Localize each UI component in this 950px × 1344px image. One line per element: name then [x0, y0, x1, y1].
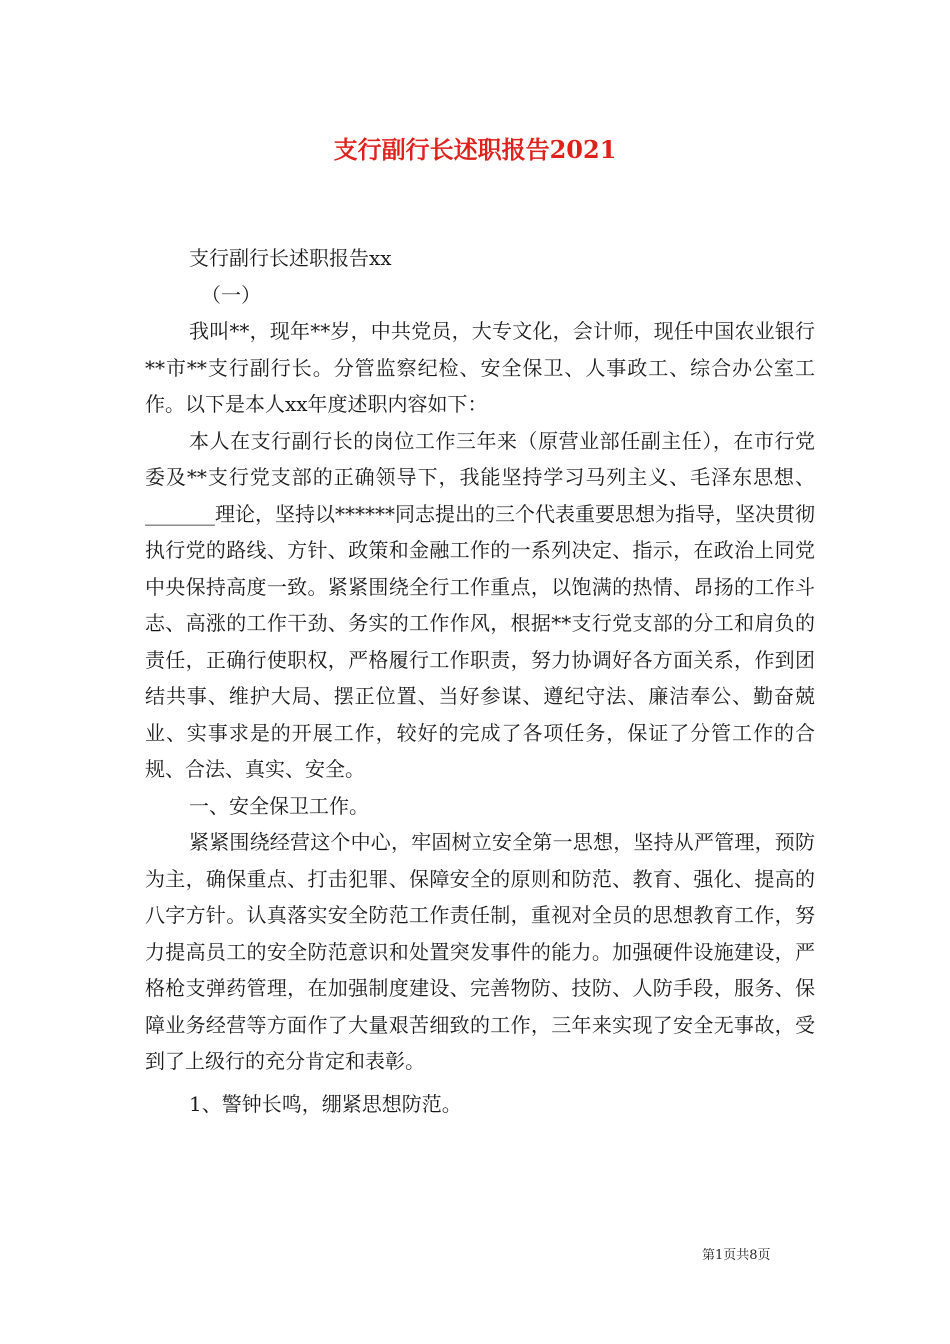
part-marker: （一）	[201, 282, 261, 307]
page-number-footer: 第1页共8页	[702, 1248, 771, 1263]
paragraph-intro: 我叫**，现年**岁，中共党员，大专文化，会计师，现任中国农业银行**市**支行副行长。分管监察纪检、安全保卫、人事政工、综合办公室工作。以下是本人xx年度述职内容如下：	[145, 319, 815, 416]
document-title: 支行副行长述职报告2021	[333, 135, 617, 164]
paragraph-security: 紧紧围绕经营这个中心，牢固树立安全第一思想，坚持从严管理，预防为主，确保重点、打击犯罪、保障安全的原则和防范、教育、强化、提高的八字方针。认真落实安全防范工作责任制，重视对全员的思想教育工作，努力提高员工的安全防范意识和处置突发事件的能力。加强硬件设施建设，严格枪支弹药管理，在加强制度建设、完善物防、技防、人防手段，服务、保障业务经营等方面作了大量艰苦细致的工作，三年来实现了安全无事故，受到了上级行的充分肯定和表彰。	[145, 830, 815, 1073]
document-body	[145, 240, 815, 1122]
document-subtitle: 支行副行长述职报告xx	[189, 246, 392, 270]
section-heading-security: 一、安全保卫工作。	[189, 793, 369, 818]
list-item-1: 1、警钟长鸣，绷紧思想防范。	[189, 1091, 462, 1116]
paragraph-summary: 本人在支行副行长的岗位工作三年来（原营业部任副主任），在市行党委及**支行党支部的正确领导下，我能坚持学习马列主义、毛泽东思想、_______理论，坚持以******同志提出的三个代表重要思想为指导，坚决贯彻执行党的路线、方针、政策和金融工作的一系列决定、指示，在政治上同党中央保持高度一致。紧紧围绕全行工作重点，以饱满的热情、昂扬的工作斗志、高涨的工作干劲、务实的工作作风，根据**支行党支部的分工和肩负的责任，正确行使职权，严格履行工作职责，努力协调好各方面关系，作到团结共事、维护大局、摆正位置、当好参谋、遵纪守法、廉洁奉公、勤奋兢业、实事求是的开展工作，较好的完成了各项任务，保证了分管工作的合规、合法、真实、安全。	[145, 428, 815, 781]
